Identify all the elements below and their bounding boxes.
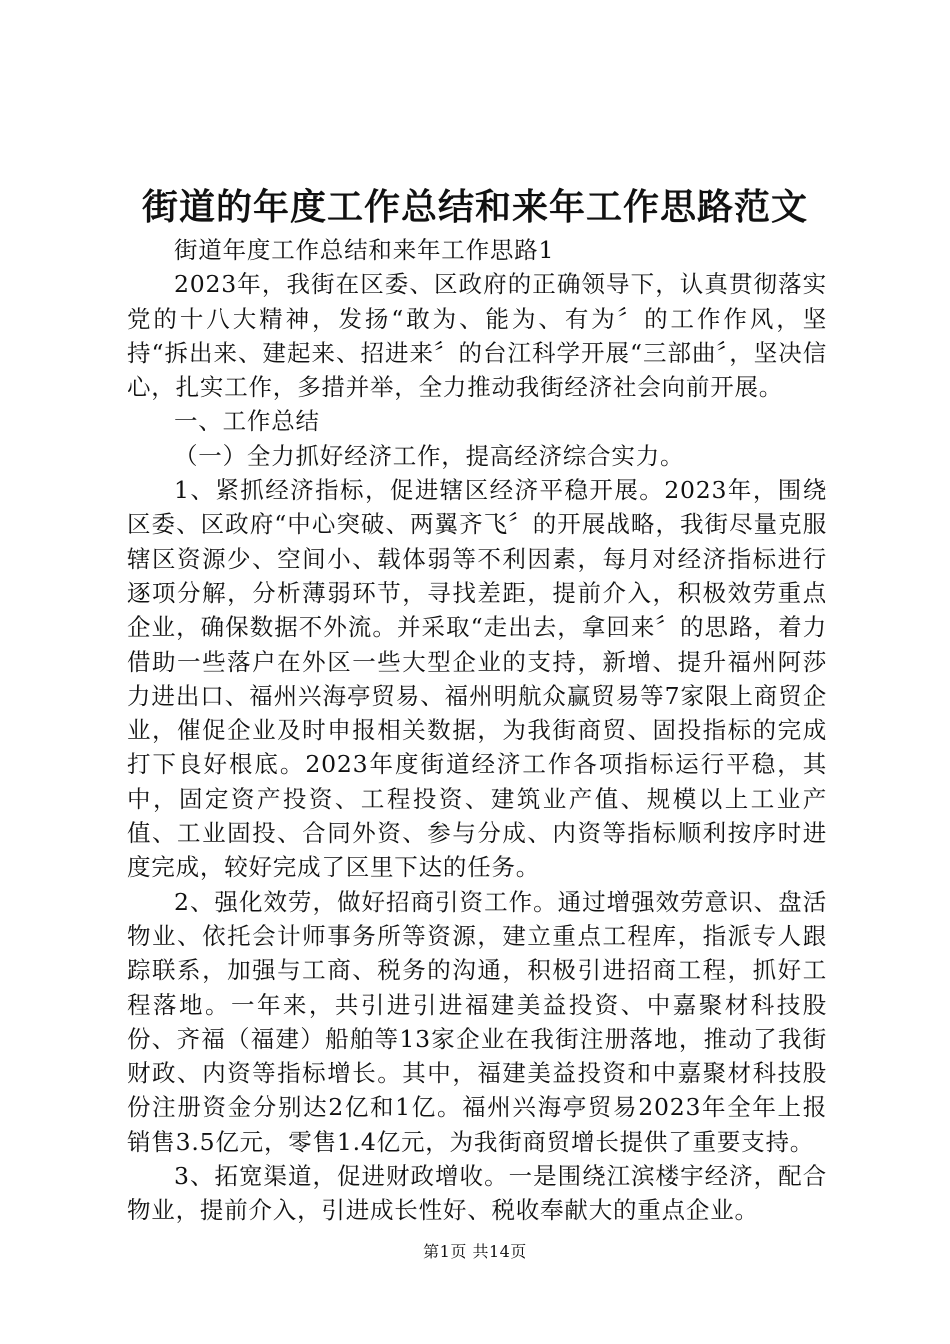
section-heading: 一、工作总结 (174, 407, 320, 436)
paragraph-item-1: 1、紧抓经济指标，促进辖区经济平稳开展。2023年，围绕区委、区政府“中心突破、两翼齐飞〞的开展战略，我街尽量克服辖区资源少、空间小、载体弱等不利因素，每月对经济指标进行逐项分解，分析薄弱环节，寻找差距，提前介入，积极效劳重点企业，确保数据不外流。并采取“走出去，拿回来〞的思路，着力借助一些落户在外区一些大型企业的支持，新增、提升福州阿莎力进出口、福州兴海亭贸易、福州明航众赢贸易等7家限上商贸企业，催促企业及时申报相关数据，为我街商贸、固投指标的完成打下良好根底。2023年度街道经济工作各项指标运行平稳，其中，固定资产投资、工程投资、建筑业产值、规模以上工业产值、工业固投、合同外资、参与分成、内资等指标顺利按序时进度完成，较好完成了区里下达的任务。 (127, 476, 827, 882)
paragraph-item-3: 3、拓宽渠道，促进财政增收。一是围绕江滨楼宇经济，配合物业，提前介入，引进成长性好、税收奉献大的重点企业。 (127, 1162, 827, 1225)
subtitle-paragraph: 街道年度工作总结和来年工作思路1 (174, 236, 555, 264)
paragraph-item-2: 2、强化效劳，做好招商引资工作。通过增强效劳意识、盘活物业、依托会计师事务所等资源，建立重点工程库，指派专人跟踪联系，加强与工商、税务的沟通，积极引进招商工程，抓好工程落地。一年来，共引进引进福建美益投资、中嘉聚材科技股份、齐福（福建）船舶等13家企业在我街注册落地，推动了我街财政、内资等指标增长。其中，福建美益投资和中嘉聚材科技股份注册资金分别达2亿和1亿。福州兴海亭贸易2023年全年上报销售3.5亿元，零售1.4亿元，为我街商贸增长提供了重要支持。 (127, 887, 827, 1156)
subsection-heading: （一）全力抓好经济工作，提高经济综合实力。 (174, 441, 685, 470)
document-body (127, 233, 827, 1228)
intro-paragraph: 2023年，我街在区委、区政府的正确领导下，认真贯彻落实党的十八大精神，发扬“敢为、能为、有为〞的工作作风，坚持“拆出来、建起来、招进来〞的台江科学开展“三部曲〞，坚决信心，扎实工作，多措并举，全力推动我街经济社会向前开展。 (127, 270, 827, 402)
page-number-footer: 第1页 共14页 (423, 1242, 527, 1261)
document-title: 街道的年度工作总结和来年工作思路范文 (141, 187, 808, 228)
